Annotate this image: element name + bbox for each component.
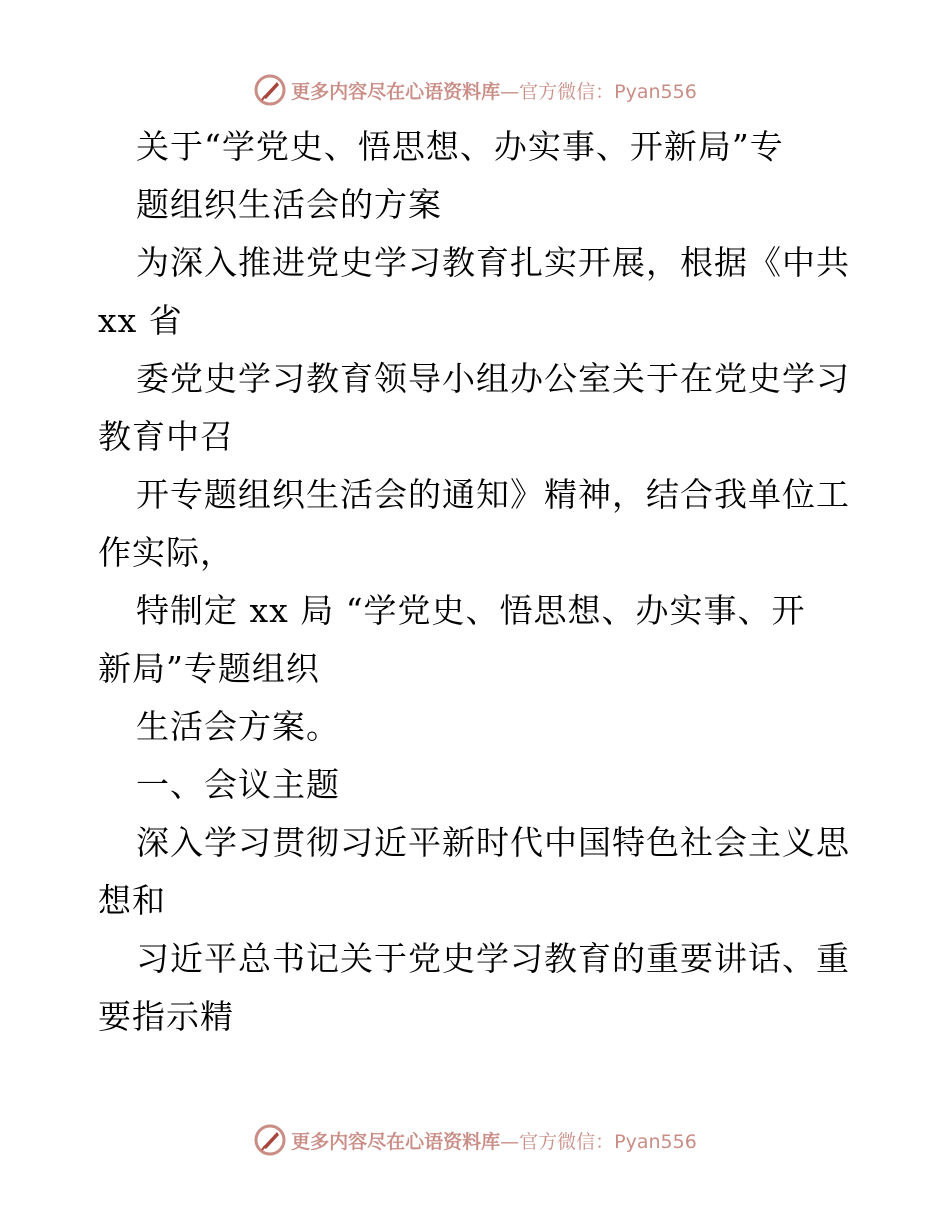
header-watermark <box>0 70 950 110</box>
doc-line: 特制定 xx 局 “学党史、悟思想、办实事、开 <box>136 591 806 630</box>
watermark-main-text: 更多内容尽在心语资料库 <box>291 1130 501 1153</box>
watermark-main-text: 更多内容尽在心语资料库 <box>291 80 501 103</box>
doc-line: 为深入推进党史学习教育扎实开展，根据《中共 <box>136 243 850 282</box>
doc-line: 要指示精 <box>98 997 234 1036</box>
doc-line: 新局”专题组织 <box>98 649 320 688</box>
quill-pen-logo-icon <box>253 73 287 107</box>
quill-pen-logo-icon <box>253 1123 287 1157</box>
doc-line: 教育中召 <box>98 417 234 456</box>
doc-line: 深入学习贯彻习近平新时代中国特色社会主义思 <box>136 823 850 862</box>
doc-line: xx 省 <box>98 301 183 340</box>
doc-line: 想和 <box>98 881 166 920</box>
doc-line: 生活会方案。 <box>136 707 340 746</box>
watermark-side-text: —官方微信：Pyan556 <box>500 1130 697 1153</box>
section-heading: 一、会议主题 <box>136 765 340 804</box>
doc-line: 委党史学习教育领导小组办公室关于在党史学习 <box>136 359 850 398</box>
doc-line: 习近平总书记关于党史学习教育的重要讲话、重 <box>136 939 850 978</box>
doc-line: 开专题组织生活会的通知》精神，结合我单位工 <box>136 475 850 514</box>
document-body <box>98 118 858 1046</box>
doc-line: 作实际， <box>98 533 234 572</box>
doc-line: 关于“学党史、悟思想、办实事、开新局”专 <box>136 127 784 166</box>
footer-watermark <box>0 1120 950 1160</box>
doc-line: 题组织生活会的方案 <box>136 185 442 224</box>
watermark-side-text: —官方微信：Pyan556 <box>500 80 697 103</box>
